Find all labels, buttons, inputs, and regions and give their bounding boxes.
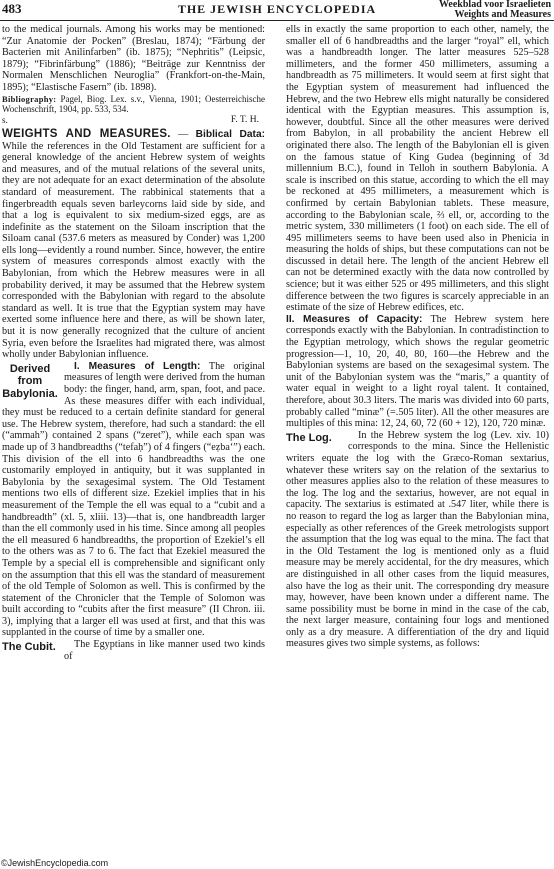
running-head-line1: Weekblad voor Israelieten	[438, 0, 551, 10]
sidenote-cubit: The Cubit.	[2, 641, 56, 654]
page-header	[0, 0, 554, 21]
bibliography-label: Bibliography:	[2, 93, 57, 104]
running-head-right	[439, 0, 551, 20]
running-head-line2: Weights and Measures	[454, 9, 551, 20]
paragraph-capacity-text: The Hebrew system here corresponds exactly with the Babylonian. In contradistinction to the Egyptian metrology, which shows the regular geometric progression—1, 10, 20, 40, 80, 160—the Hebrew and the Babylonian systems are based on the sexagesimal system. The unit of the Babylonian system was the “maris,” a quantity of water equal in weight to a light royal talent. It contained, therefore, about 30.3 liters. The maris was divided into 60 parts, probably called “minæ” (=.505 liter). All the other measures are multiples of this mina: 12, 24, 60, 72 (60 + 12), 120, 720 minæ.	[286, 313, 549, 430]
article-title: WEIGHTS AND MEASURES.	[2, 127, 171, 140]
left-column	[2, 24, 265, 662]
paragraph-cubit	[2, 639, 265, 662]
paragraph-length-text: The original measures of length were derived from the human body: the finger, hand, arm, span, foot, and pace. As these measures differ with each individual, they must be reduced to a certain definite standard for general use. The Hebrew system, therefore, had such a standard: the ell (“ammah”) contained 2 spans (“zeret”), while each span was made up of 3 handbreadths (“tefaḥ”) of 4 fingers (“eẓba‘”) each. This division of the ell into 6 handbreadths was the one customarily employed in antiquity, but it was supplanted in Babylonia by the sexagesimal system. The Old Testament mentions two ells of different size. Ezekiel implies that in his measurement of the Temple the ell was equal to a “cubit and a handbreadth” (xl. 5, xliii. 13)—that is, one handbreadth larger than the ell commonly used in his time. Since among all peoples the ell measured 6 handbreadths, the proportion of Ezekiel’s ell to the others was as 7 to 6. The fact that Ezekiel measured the Temple by a special ell is comprehensible and significant only on the assumption that this ell was the standard of measurement of the old Temple of Solomon as well. This is confirmed by the statement of the Chronicler that the Temple of Solomon was built according to “cubits after the first measure” (II Chron. iii. 3), implying that a larger ell was used at first, and that this was supplanted in the course of time by a smaller one.	[2, 360, 266, 639]
running-title: THE JEWISH ENCYCLOPEDIA	[177, 2, 377, 16]
footer-watermark: ©JewishEncyclopedia.com	[1, 858, 109, 868]
paragraph-capacity	[286, 314, 549, 430]
paragraph-cubit-text: The Egyptians in like manner used two kinds of	[64, 639, 265, 662]
paragraph-biblical-data: While the references in the Old Testament are sufficient for a general knowledge of the ancient Hebrew system of weights and measures, and of the mutual relations of the several units, they are not adequate for an exact determination of the absolute standard of measurement. The rabbinical statements that a fingerbreadth equals seven barleycorns laid side by side, and that a log is equivalent to six medium-sized eggs, are as indefinite as the statement on the Siloam inscription that the Siloam canal (537.6 meters as measured by Conder) was 1,200 ells long—evidently a round number. Since, however, the entire system of measures corresponds almost exactly with the Babylonian, from which the Hebrew measures were in all probability derived, it may be assumed that the Hebrew system corresponded with the Babylonian with regard to the absolute standard as well. It is true that the Egyptian system may have exerted some influence here and there, as will be shown later, but it is now generally recognized that the culture of ancient Syria, even before the Israelites had migrated there, was almost wholly under Babylonian influence.	[2, 140, 265, 361]
sidenote-log: The Log.	[286, 431, 332, 444]
paragraph-ells: ells in exactly the same proportion to each other, namely, the smaller ell of 6 handbreadths and the larger “royal” ell, which was a handbreadth longer. The latter measures 525–528 millimeters, and the former 450 millimeters, assuming a handbreadth as 75 millimeters. It would seem at first sight that the Egyptian system of measurement had influenced the Hebrew, and the two Hebrew ells might naturally be considered identical with the Egyptian measures. This assumption is, however, doubtful. Since all the other measures were derived from Babylon, in all probability the ancient Hebrew ell originated there also. The length of the Babylonian ell is given on the famous statue of King Gudea (beginning of 3d millennium B.C.), found in Telloh in southern Babylonia. A scale is inscribed on this statue, according to which the ell may be reckoned at 495 millimeters, a measurement which is confirmed by certain Babylonian tablets. These measure, according to the Babylonian scale, ⅔ ell, or, according to the metric system, 330 millimeters (1 foot) on each side. The ell of 495 millimeters seems to have been used also in Phenicia in measuring the holds of ships, but these computations can not be discussed in detail here. The length of the ancient Hebrew ell can not be determined exactly with the data now controlled by science; but it was either 525 or 495 millimeters, and this slight difference between the two figures is scarcely appreciable in an estimate of the size of Hebrew edifices, etc.	[286, 24, 549, 314]
bibliography-text: Pagel, Biog. Lex. s.v., Vienna, 1901; Oesterreichische Wochenschrift, 1904, pp. 533, 534.	[2, 93, 265, 115]
author-signature: F. T. H.	[230, 115, 259, 126]
measures-capacity-heading: II. Measures of Capacity:	[286, 313, 423, 325]
paragraph-log	[286, 430, 549, 650]
paragraph-length	[2, 361, 265, 639]
article-dash: —	[170, 128, 196, 140]
article-start	[2, 129, 265, 361]
bibliography-s: s.	[2, 114, 8, 125]
paragraph-intro: to the medical journals. Among his works may be mentioned: “Zur Anatomie der Pocken” (Breslau, 1874); “Färbung der Bacterien mit Anilinfarben” (ib. 1875); “Nephritis” (Leipsic, 1879); “Fibrinfärbung” (1886); “Beiträge zur Kenntniss der Normalen Menschlichen Neuroglia” (Frankfort-on-the-Main, 1895); “Elastische Fasern” (ib. 1898).	[2, 24, 265, 93]
page-number: 483	[2, 1, 22, 16]
sidenote-derived: Derived from Babylonia.	[2, 362, 58, 400]
paragraph-log-text: In the Hebrew system the log (Lev. xiv. 10) corresponds to the mina. Since the Hellenistic writers equate the log with the Græco-Roman sextarius, whatever these writers say on the relation of the sextarius to other measures applies also to the relation of these measures to the log. The log and the sextarius, however, are not equal in capacity. The sextarius is estimated at .547 liter, while there is no reason to regard the log as larger than the Babylonian mina, especially as other references of the Greek metrologists support the assumption that the log was equal to the mina. The fact that in the Old Testament the log is mentioned only as a fluid measure may be merely accidental, for the dry measures, which are distinguished in all other cases from the liquid measures, also have the log as their unit. The corresponding dry measure may, however, have been known under a different name. The same possibility must be borne in mind in the case of the cab, the next larger measure, containing four logs and mentioned only as a dry measure. A differentiation of the dry and liquid measures gives two simple systems, as follows:	[286, 429, 549, 650]
measures-length-heading: I. Measures of Length:	[74, 360, 201, 372]
biblical-data-heading: Biblical Data:	[195, 128, 265, 140]
right-column	[286, 24, 549, 650]
